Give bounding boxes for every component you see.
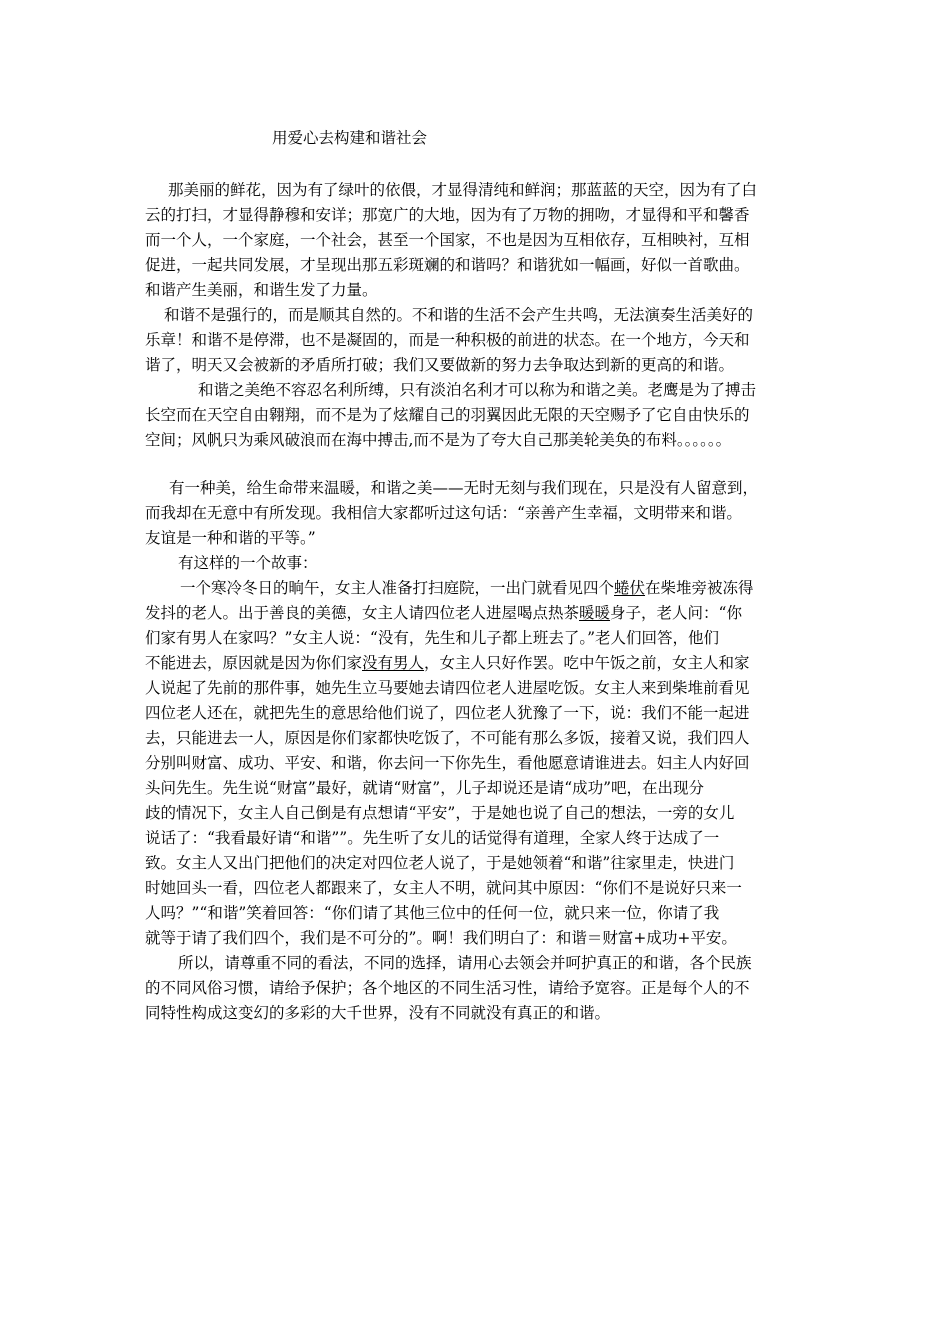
- story-line-11: 说话了：“我看最好请“和谐””。先生听了女儿的话觉得有道理，全家人终于达成了一: [145, 829, 720, 847]
- story-line-1: [180, 578, 754, 598]
- story-line-13: 时她回头一看，四位老人都跟来了，女主人不明，就问其中原因：“你们不是说好只来一: [145, 879, 742, 897]
- paragraph-1-line-4: 促进，一起共同发展，才呈现出那五彩斑斓的和谐吗？和谐犹如一幅画，好似一首歌曲。: [145, 256, 750, 274]
- underlined-text: 没有男人: [362, 654, 425, 672]
- paragraph-7-line-2: 的不同风俗习惯，请给予保护；各个地区的不同生活习性，请给予宽容。正是每个人的不: [145, 979, 750, 997]
- story-line-4: [145, 653, 750, 673]
- story-line-6: 四位老人还在，就把先生的意思给他们说了，四位老人犹豫了一下，说：我们不能一起进: [145, 704, 750, 722]
- paragraph-4-line-2: 而我却在无意中有所发现。我相信大家都听过这句话：“亲善产生幸福，文明带来和谐。: [145, 504, 742, 522]
- paragraph-2-line-3: 谐了，明天又会被新的矛盾所打破；我们又要做新的努力去争取达到新的更高的和谐。: [145, 356, 735, 374]
- story-line-3: 们家有男人在家吗？”女主人说：“没有，先生和儿子都上班去了。”老人们回答，他们: [145, 629, 720, 647]
- paragraph-3-line-1: 和谐之美绝不容忍名利所缚，只有淡泊名利才可以称为和谐之美。老鹰是为了搏击: [198, 381, 757, 399]
- story-text: 身子，老人问：“你: [610, 604, 742, 622]
- paragraph-3-line-2: 长空而在天空自由翱翔，而不是为了炫耀自己的羽翼因此无限的天空赐予了它自由快乐的: [145, 406, 750, 424]
- story-line-7: 去，只能进去一人，原因是你们家都快吃饭了，不可能有那么多饭，接着又说，我们四人: [145, 729, 750, 747]
- story-text: 一个寒冷冬日的晌午，女主人准备打扫庭院，一出门就看见四个: [180, 579, 615, 597]
- story-text: 在柴堆旁被冻得: [645, 579, 754, 597]
- paragraph-4-line-1: 有一种美，给生命带来温暖，和谐之美——无时无刻与我们现在，只是没有人留意到，: [169, 479, 759, 497]
- paragraph-2-line-2: 乐章！和谐不是停滞，也不是凝固的，而是一种积极的前进的状态。在一个地方，今天和: [145, 331, 750, 349]
- story-text: 不能进去，原因就是因为你们家: [145, 654, 363, 672]
- story-line-5: 人说起了先前的那件事，她先生立马要她去请四位老人进屋吃饭。女主人来到柴堆前看见: [145, 679, 750, 697]
- story-line-12: 致。女主人又出门把他们的决定对四位老人说了，于是她领着“和谐”往家里走，快进门: [145, 854, 735, 872]
- underlined-text: 暖暖: [579, 604, 611, 622]
- paragraph-3-line-3: 空间；风帆只为乘风破浪而在海中搏击,而不是为了夸大自己那美轮美奂的布料。。。。。。: [145, 431, 732, 449]
- paragraph-1-line-2: 云的打扫，才显得静穆和安详；那宽广的大地，因为有了万物的拥吻，才显得和平和馨香: [145, 206, 750, 224]
- paragraph-1-line-3: 而一个人，一个家庭，一个社会，甚至一个国家，不也是因为互相依存，互相映衬，互相: [145, 231, 750, 249]
- paragraph-4-line-3: 友谊是一种和谐的平等。”: [145, 529, 316, 547]
- underlined-text: 蜷伏: [614, 579, 646, 597]
- paragraph-1-line-1: 那美丽的鲜花，因为有了绿叶的依偎，才显得清纯和鲜润；那蓝蓝的天空，因为有了白: [168, 181, 758, 199]
- paragraph-1-line-5: 和谐产生美丽，和谐生发了力量。: [145, 281, 378, 299]
- paragraph-2-line-1: 和谐不是强行的，而是顺其自然的。不和谐的生活不会产生共鸣，无法演奏生活美好的: [164, 306, 754, 324]
- paragraph-7-line-3: 同特性构成这变幻的多彩的大千世界，没有不同就没有真正的和谐。: [145, 1004, 611, 1022]
- story-line-8: 分别叫财富、成功、平安、和谐，你去问一下你先生，看他愿意请谁进去。妇主人内好回: [145, 754, 750, 772]
- document-title: 用爱心去构建和谐社会: [272, 129, 428, 147]
- story-text: ，女主人只好作罢。吃中午饭之前，女主人和家: [424, 654, 750, 672]
- story-line-9: 头问先生。先生说“财富”最好，就请“财富”，儿子却说还是请“成功”吧，在出现分: [145, 779, 705, 797]
- story-line-2: [145, 603, 742, 623]
- story-text: 发抖的老人。出于善良的美德，女主人请四位老人进屋喝点热茶: [145, 604, 580, 622]
- story-line-14: 人吗？”“和谐”笑着回答：“你们请了其他三位中的任何一位，就只来一位，你请了我: [145, 904, 720, 922]
- paragraph-5-line-1: 有这样的一个故事：: [178, 554, 318, 572]
- story-line-15: 就等于请了我们四个，我们是不可分的”。啊！我们明白了：和谐＝财富+成功+平安。: [145, 929, 737, 947]
- paragraph-7-line-1: 所以，请尊重不同的看法，不同的选择，请用心去领会并呵护真正的和谐，各个民族: [178, 954, 752, 972]
- story-line-10: 歧的情况下，女主人自己倒是有点想请“平安”，于是她也说了自己的想法，一旁的女儿: [145, 804, 735, 822]
